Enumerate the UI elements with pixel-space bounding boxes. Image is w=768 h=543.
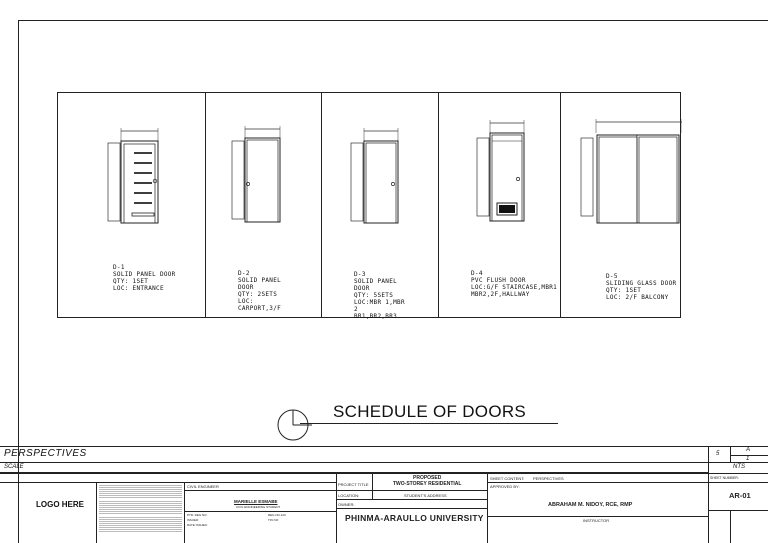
door-schedule-panel bbox=[57, 92, 681, 318]
sheet-nts: NTS bbox=[733, 464, 745, 470]
approved-by-label: APPROVED BY: bbox=[490, 484, 520, 489]
sheet-content-label: SHEET CONTENT: bbox=[490, 476, 525, 481]
engineer-role: CIVIL ENGINEERING STUDENT bbox=[236, 505, 281, 509]
sheet-index-num: 5 bbox=[716, 451, 720, 457]
issued-label: ISSUED: bbox=[187, 518, 200, 522]
sheet-header-strip bbox=[0, 446, 768, 463]
engineer-name: MARIELLE ESMABE bbox=[234, 499, 278, 504]
issued-value: TIN NO: bbox=[268, 518, 279, 522]
schedule-title: SCHEDULE OF DOORS bbox=[333, 402, 527, 421]
sheet-index-bottom: 1 bbox=[746, 456, 750, 462]
instructor-label: INSTRUCTOR bbox=[583, 518, 610, 523]
civil-engineer-label: CIVIL ENGINEER bbox=[187, 484, 219, 489]
section-marker-icon bbox=[276, 408, 312, 444]
project-title-2: TWO-STOREY RESIDENTIAL bbox=[393, 481, 462, 487]
ptr-label: PTR. REG.NO: bbox=[187, 513, 208, 517]
door-d3-label: D-3 SOLID PANEL DOOR QTY: 5SETS LOC:MBR 1,MBR 2 BR1,BR2,BR3 bbox=[354, 271, 405, 320]
location-label: LOCATION: bbox=[338, 493, 360, 498]
scale-label: SCALE bbox=[4, 464, 24, 470]
sheet-number: AR-01 bbox=[729, 491, 751, 500]
owner-label: OWNER: bbox=[338, 502, 355, 507]
logo-placeholder: LOGO HERE bbox=[36, 500, 85, 509]
approver-name: ABRAHAM M. NIDOY, RCE, RMP bbox=[548, 502, 633, 508]
ptr-value: REG.NO.123 bbox=[268, 513, 286, 517]
door-cell-d5 bbox=[561, 93, 682, 317]
door-cell-d3 bbox=[322, 93, 439, 320]
legal-note-1 bbox=[99, 484, 182, 498]
door-cell-d2 bbox=[206, 93, 322, 317]
title-underline bbox=[300, 423, 558, 424]
door-cell-d1 bbox=[58, 93, 206, 317]
date-issued-label: DATE ISSUED: bbox=[187, 523, 208, 527]
door-d5-label: D-5 SLIDING GLASS DOOR QTY: 1SET LOC: 2/F BALCONY bbox=[606, 273, 677, 301]
owner-value: PHINMA-ARAULLO UNIVERSITY bbox=[345, 513, 484, 523]
project-title-1: PROPOSED bbox=[413, 475, 442, 481]
sheet-number-label: SHEET NUMBER: bbox=[710, 476, 739, 480]
legal-note-2 bbox=[99, 500, 182, 514]
door-d4-label: D-4 PVC FLUSH DOOR LOC:G/F STAIRCASE,MBR1 MBR2,2F,HALLWAY bbox=[471, 270, 558, 298]
location-value: STUDENT'S ADDRESS bbox=[404, 493, 447, 498]
project-title-label: PROJECT TITLE bbox=[338, 482, 369, 487]
door-cell-d4 bbox=[439, 93, 561, 317]
sheet-index-top: A bbox=[746, 447, 751, 453]
sheet-name: PERSPECTIVES bbox=[4, 448, 87, 459]
sheet-content-value: PERSPECTIVES bbox=[533, 476, 564, 481]
legal-note-3 bbox=[99, 516, 182, 532]
door-d1-label: D-1 SOLID PANEL DOOR QTY: 1SET LOC: ENTRANCE bbox=[113, 264, 176, 292]
door-d2-label: D-2 SOLID PANEL DOOR QTY: 2SETS LOC: CARPORT,3/F bbox=[238, 270, 282, 312]
